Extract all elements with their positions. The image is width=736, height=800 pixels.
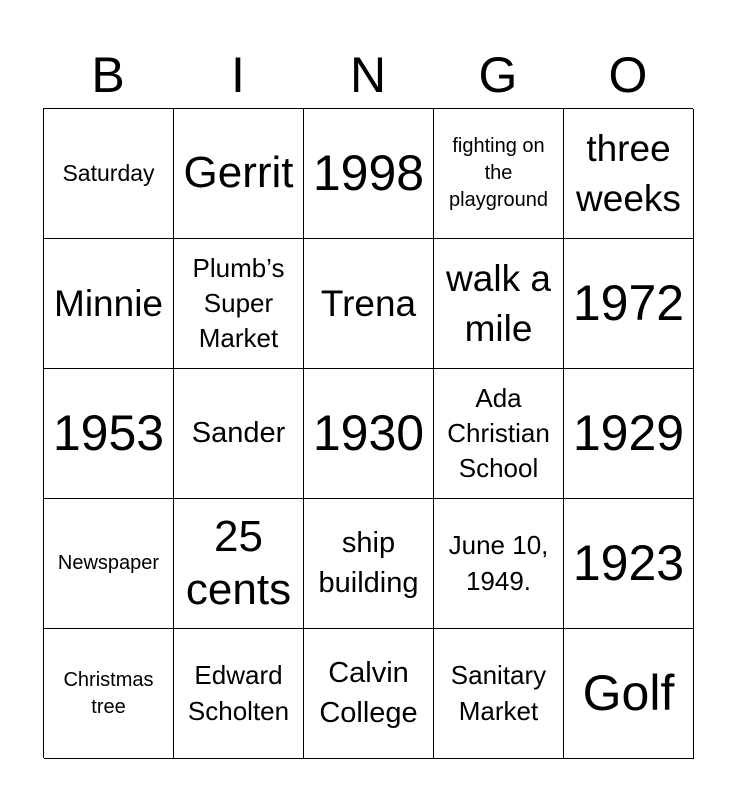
bingo-cell-r5-c2[interactable] (174, 629, 304, 759)
cell-text: Saturday (62, 160, 155, 187)
header-letter-b: B (91, 47, 125, 103)
header-letter-i: I (231, 47, 245, 103)
cell-text: 25 cents (185, 511, 292, 614)
bingo-cell-r3-c5[interactable] (564, 369, 694, 499)
cell-text: 1953 (52, 405, 165, 461)
bingo-cell-r1-c1[interactable] (44, 109, 174, 239)
bingo-cell-r5-c5[interactable] (564, 629, 694, 759)
cell-text: Ada Christian School (447, 382, 550, 484)
cell-text: Gerrit (183, 148, 294, 198)
bingo-cell-r1-c5[interactable] (564, 109, 694, 239)
bingo-cell-r1-c4[interactable] (434, 109, 564, 239)
cell-text: walk a mile (446, 257, 551, 349)
cell-text: Christmas tree (63, 668, 154, 718)
cell-text: Minnie (54, 282, 163, 324)
bingo-cell-r5-c4[interactable] (434, 629, 564, 759)
bingo-cell-r1-c3[interactable] (304, 109, 434, 239)
bingo-cell-r2-c2[interactable] (174, 239, 304, 369)
bingo-cell-r4-c3[interactable] (304, 499, 434, 629)
cell-text: 1972 (572, 275, 685, 331)
bingo-cell-r3-c3[interactable] (304, 369, 434, 499)
cell-text: Edward Scholten (187, 660, 290, 726)
bingo-cell-r4-c2[interactable] (174, 499, 304, 629)
cell-text: Calvin College (319, 657, 418, 729)
bingo-cell-r5-c1[interactable] (44, 629, 174, 759)
cell-text: 1923 (572, 535, 685, 591)
cell-text: June 10, 1949. (448, 530, 549, 596)
bingo-cell-r4-c4[interactable] (434, 499, 564, 629)
bingo-cell-r2-c5[interactable] (564, 239, 694, 369)
bingo-cell-r2-c4[interactable] (434, 239, 564, 369)
bingo-cell-r1-c2[interactable] (174, 109, 304, 239)
header-letter-o: O (608, 47, 648, 103)
bingo-cell-r3-c2[interactable] (174, 369, 304, 499)
cell-text: Sander (191, 416, 286, 449)
cell-text: 1998 (312, 145, 425, 201)
cell-text: Trena (320, 282, 417, 324)
cell-text: Sanitary Market (450, 660, 547, 726)
cell-text: ship building (318, 527, 419, 599)
cell-text: Plumb’s Super Market (192, 252, 285, 354)
bingo-header (43, 42, 693, 108)
cell-text: Newspaper (57, 552, 160, 574)
bingo-cell-r5-c3[interactable] (304, 629, 434, 759)
cell-text: three weeks (576, 127, 681, 219)
bingo-cell-r4-c1[interactable] (44, 499, 174, 629)
cell-text: fighting on the playground (449, 135, 548, 211)
bingo-card (43, 108, 693, 758)
bingo-cell-r4-c5[interactable] (564, 499, 694, 629)
bingo-cell-r3-c4[interactable] (434, 369, 564, 499)
cell-text: 1930 (312, 405, 425, 461)
bingo-cell-r2-c1[interactable] (44, 239, 174, 369)
cell-text: Golf (582, 665, 675, 721)
bingo-cell-r2-c3[interactable] (304, 239, 434, 369)
bingo-cell-r3-c1[interactable] (44, 369, 174, 499)
header-letter-g: G (478, 47, 518, 103)
header-letter-n: N (349, 47, 387, 103)
cell-text: 1929 (572, 405, 685, 461)
